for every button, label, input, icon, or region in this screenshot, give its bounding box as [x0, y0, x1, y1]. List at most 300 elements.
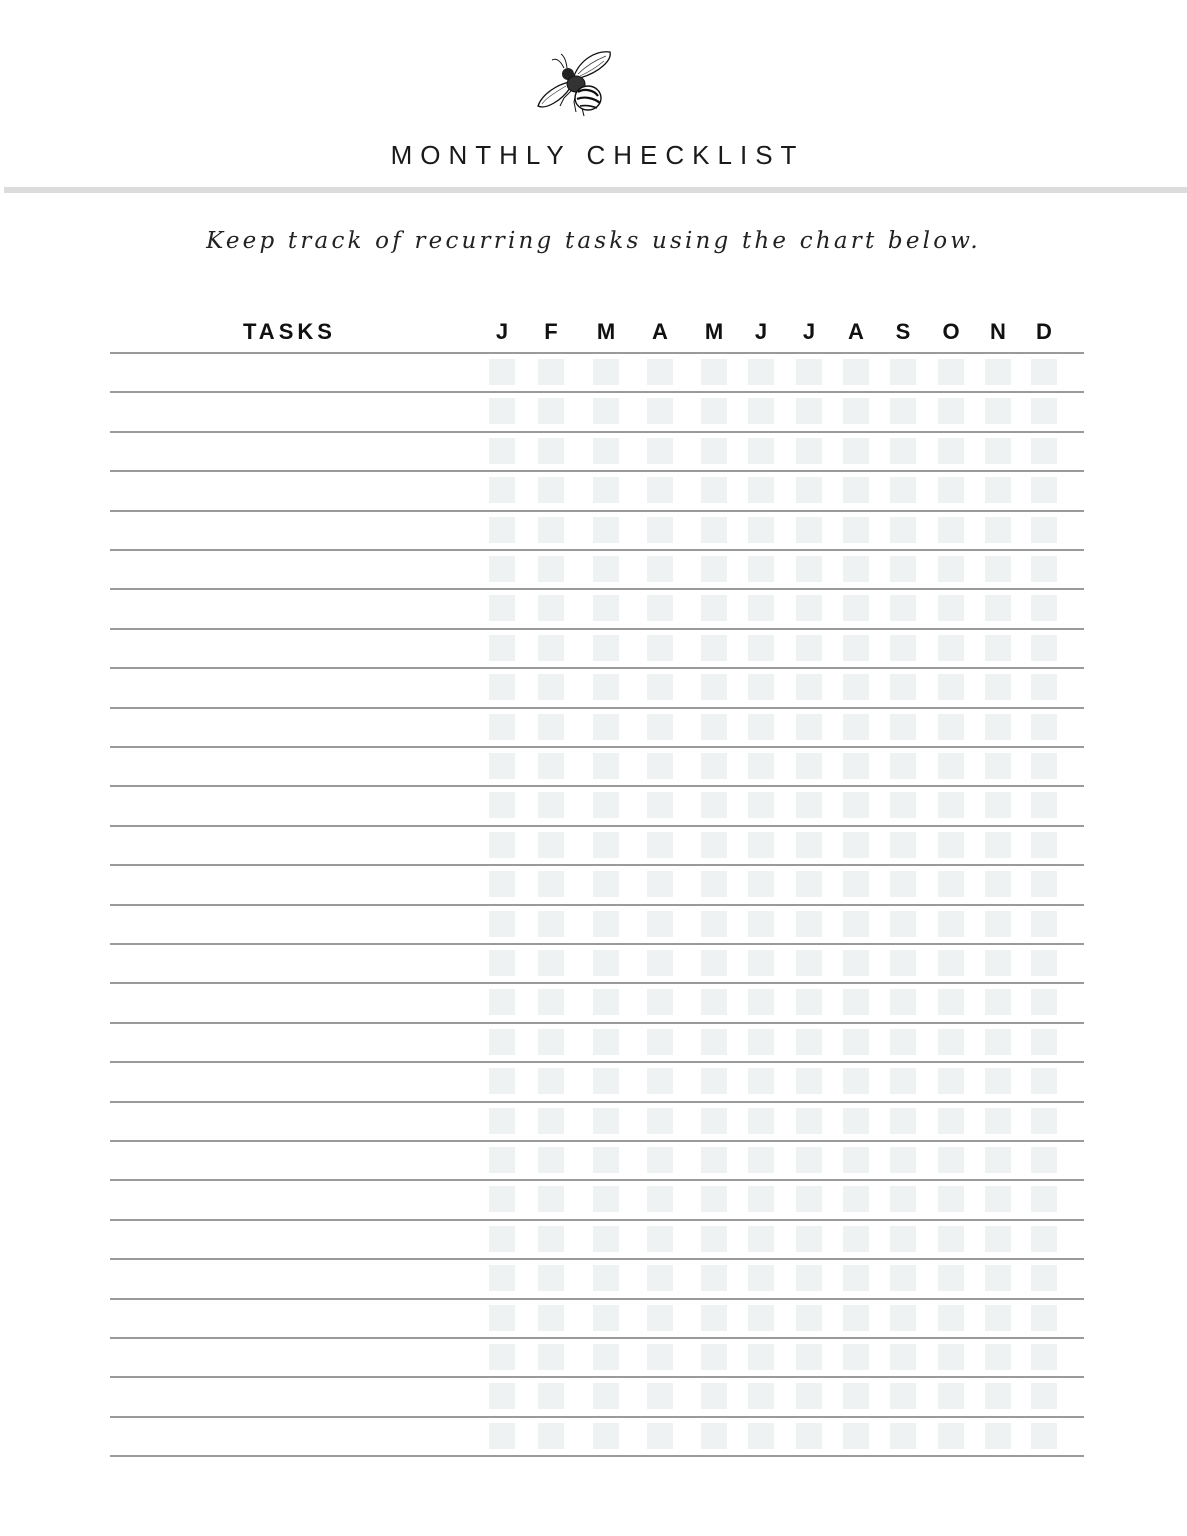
month-checkbox[interactable]	[796, 398, 822, 424]
month-checkbox[interactable]	[796, 792, 822, 818]
month-checkbox[interactable]	[796, 714, 822, 740]
month-checkbox[interactable]	[890, 1344, 916, 1370]
month-checkbox[interactable]	[489, 753, 515, 779]
month-checkbox[interactable]	[796, 1226, 822, 1252]
month-checkbox[interactable]	[1031, 871, 1057, 897]
month-checkbox[interactable]	[748, 950, 774, 976]
month-checkbox[interactable]	[593, 635, 619, 661]
month-checkbox[interactable]	[985, 595, 1011, 621]
month-checkbox[interactable]	[593, 1068, 619, 1094]
month-checkbox[interactable]	[538, 674, 564, 700]
month-checkbox[interactable]	[938, 1147, 964, 1173]
month-checkbox[interactable]	[985, 674, 1011, 700]
month-checkbox[interactable]	[1031, 1226, 1057, 1252]
month-checkbox[interactable]	[538, 595, 564, 621]
month-checkbox[interactable]	[843, 753, 869, 779]
month-checkbox[interactable]	[593, 517, 619, 543]
month-checkbox[interactable]	[1031, 1029, 1057, 1055]
month-checkbox[interactable]	[938, 871, 964, 897]
month-checkbox[interactable]	[843, 556, 869, 582]
month-checkbox[interactable]	[985, 1423, 1011, 1449]
month-checkbox[interactable]	[890, 1068, 916, 1094]
month-checkbox[interactable]	[938, 359, 964, 385]
month-checkbox[interactable]	[701, 1344, 727, 1370]
month-checkbox[interactable]	[701, 1423, 727, 1449]
month-checkbox[interactable]	[489, 989, 515, 1015]
month-checkbox[interactable]	[938, 1265, 964, 1291]
month-checkbox[interactable]	[489, 1029, 515, 1055]
month-checkbox[interactable]	[938, 635, 964, 661]
month-checkbox[interactable]	[748, 595, 774, 621]
month-checkbox[interactable]	[701, 1226, 727, 1252]
month-checkbox[interactable]	[489, 1226, 515, 1252]
month-checkbox[interactable]	[647, 714, 673, 740]
month-checkbox[interactable]	[985, 989, 1011, 1015]
month-checkbox[interactable]	[748, 714, 774, 740]
month-checkbox[interactable]	[489, 438, 515, 464]
month-checkbox[interactable]	[796, 1383, 822, 1409]
month-checkbox[interactable]	[489, 1344, 515, 1370]
month-checkbox[interactable]	[538, 989, 564, 1015]
month-checkbox[interactable]	[1031, 1186, 1057, 1212]
month-checkbox[interactable]	[938, 674, 964, 700]
month-checkbox[interactable]	[843, 635, 869, 661]
month-checkbox[interactable]	[538, 1265, 564, 1291]
month-checkbox[interactable]	[489, 1147, 515, 1173]
month-checkbox[interactable]	[489, 1305, 515, 1331]
month-checkbox[interactable]	[538, 832, 564, 858]
month-checkbox[interactable]	[701, 1265, 727, 1291]
month-checkbox[interactable]	[701, 1029, 727, 1055]
month-checkbox[interactable]	[796, 674, 822, 700]
month-checkbox[interactable]	[748, 792, 774, 818]
month-checkbox[interactable]	[647, 832, 673, 858]
month-checkbox[interactable]	[985, 753, 1011, 779]
month-checkbox[interactable]	[489, 359, 515, 385]
month-checkbox[interactable]	[593, 753, 619, 779]
month-checkbox[interactable]	[890, 753, 916, 779]
month-checkbox[interactable]	[1031, 398, 1057, 424]
month-checkbox[interactable]	[647, 753, 673, 779]
month-checkbox[interactable]	[938, 911, 964, 937]
month-checkbox[interactable]	[796, 517, 822, 543]
month-checkbox[interactable]	[890, 871, 916, 897]
month-checkbox[interactable]	[538, 477, 564, 503]
month-checkbox[interactable]	[701, 1383, 727, 1409]
month-checkbox[interactable]	[538, 792, 564, 818]
month-checkbox[interactable]	[701, 438, 727, 464]
month-checkbox[interactable]	[796, 871, 822, 897]
month-checkbox[interactable]	[890, 556, 916, 582]
month-checkbox[interactable]	[890, 1226, 916, 1252]
month-checkbox[interactable]	[985, 1305, 1011, 1331]
month-checkbox[interactable]	[701, 871, 727, 897]
month-checkbox[interactable]	[938, 1344, 964, 1370]
month-checkbox[interactable]	[890, 714, 916, 740]
month-checkbox[interactable]	[890, 1383, 916, 1409]
month-checkbox[interactable]	[843, 1186, 869, 1212]
month-checkbox[interactable]	[748, 398, 774, 424]
month-checkbox[interactable]	[985, 1068, 1011, 1094]
month-checkbox[interactable]	[748, 1423, 774, 1449]
month-checkbox[interactable]	[890, 477, 916, 503]
month-checkbox[interactable]	[890, 989, 916, 1015]
month-checkbox[interactable]	[796, 1029, 822, 1055]
month-checkbox[interactable]	[796, 1147, 822, 1173]
month-checkbox[interactable]	[748, 477, 774, 503]
month-checkbox[interactable]	[938, 477, 964, 503]
month-checkbox[interactable]	[890, 595, 916, 621]
month-checkbox[interactable]	[538, 635, 564, 661]
month-checkbox[interactable]	[890, 398, 916, 424]
month-checkbox[interactable]	[796, 1108, 822, 1134]
month-checkbox[interactable]	[796, 1186, 822, 1212]
month-checkbox[interactable]	[489, 1265, 515, 1291]
month-checkbox[interactable]	[985, 635, 1011, 661]
month-checkbox[interactable]	[890, 950, 916, 976]
month-checkbox[interactable]	[748, 635, 774, 661]
month-checkbox[interactable]	[938, 1068, 964, 1094]
month-checkbox[interactable]	[538, 1029, 564, 1055]
month-checkbox[interactable]	[985, 517, 1011, 543]
month-checkbox[interactable]	[489, 911, 515, 937]
month-checkbox[interactable]	[985, 556, 1011, 582]
month-checkbox[interactable]	[647, 1423, 673, 1449]
month-checkbox[interactable]	[593, 1029, 619, 1055]
month-checkbox[interactable]	[796, 438, 822, 464]
month-checkbox[interactable]	[843, 477, 869, 503]
month-checkbox[interactable]	[701, 595, 727, 621]
month-checkbox[interactable]	[748, 556, 774, 582]
month-checkbox[interactable]	[748, 1383, 774, 1409]
month-checkbox[interactable]	[538, 1108, 564, 1134]
month-checkbox[interactable]	[647, 1147, 673, 1173]
month-checkbox[interactable]	[1031, 989, 1057, 1015]
month-checkbox[interactable]	[647, 1305, 673, 1331]
month-checkbox[interactable]	[890, 517, 916, 543]
month-checkbox[interactable]	[1031, 1265, 1057, 1291]
month-checkbox[interactable]	[985, 871, 1011, 897]
month-checkbox[interactable]	[593, 398, 619, 424]
month-checkbox[interactable]	[1031, 950, 1057, 976]
month-checkbox[interactable]	[593, 1226, 619, 1252]
month-checkbox[interactable]	[890, 1186, 916, 1212]
month-checkbox[interactable]	[985, 714, 1011, 740]
month-checkbox[interactable]	[796, 556, 822, 582]
month-checkbox[interactable]	[843, 359, 869, 385]
month-checkbox[interactable]	[593, 359, 619, 385]
month-checkbox[interactable]	[593, 911, 619, 937]
month-checkbox[interactable]	[938, 989, 964, 1015]
month-checkbox[interactable]	[489, 595, 515, 621]
month-checkbox[interactable]	[938, 438, 964, 464]
month-checkbox[interactable]	[796, 1068, 822, 1094]
month-checkbox[interactable]	[843, 1226, 869, 1252]
month-checkbox[interactable]	[1031, 832, 1057, 858]
month-checkbox[interactable]	[843, 1265, 869, 1291]
month-checkbox[interactable]	[985, 1108, 1011, 1134]
month-checkbox[interactable]	[748, 674, 774, 700]
month-checkbox[interactable]	[748, 911, 774, 937]
month-checkbox[interactable]	[1031, 1383, 1057, 1409]
month-checkbox[interactable]	[701, 792, 727, 818]
month-checkbox[interactable]	[647, 871, 673, 897]
month-checkbox[interactable]	[489, 635, 515, 661]
month-checkbox[interactable]	[1031, 359, 1057, 385]
month-checkbox[interactable]	[701, 950, 727, 976]
month-checkbox[interactable]	[796, 832, 822, 858]
month-checkbox[interactable]	[593, 871, 619, 897]
month-checkbox[interactable]	[538, 1147, 564, 1173]
month-checkbox[interactable]	[593, 1186, 619, 1212]
month-checkbox[interactable]	[489, 714, 515, 740]
month-checkbox[interactable]	[843, 438, 869, 464]
month-checkbox[interactable]	[748, 1305, 774, 1331]
month-checkbox[interactable]	[701, 1068, 727, 1094]
month-checkbox[interactable]	[843, 792, 869, 818]
month-checkbox[interactable]	[647, 635, 673, 661]
month-checkbox[interactable]	[538, 714, 564, 740]
month-checkbox[interactable]	[593, 1108, 619, 1134]
month-checkbox[interactable]	[593, 556, 619, 582]
month-checkbox[interactable]	[1031, 1305, 1057, 1331]
month-checkbox[interactable]	[890, 1265, 916, 1291]
month-checkbox[interactable]	[593, 989, 619, 1015]
month-checkbox[interactable]	[489, 792, 515, 818]
month-checkbox[interactable]	[890, 1108, 916, 1134]
month-checkbox[interactable]	[1031, 1068, 1057, 1094]
month-checkbox[interactable]	[593, 714, 619, 740]
month-checkbox[interactable]	[701, 832, 727, 858]
month-checkbox[interactable]	[489, 398, 515, 424]
month-checkbox[interactable]	[489, 1423, 515, 1449]
month-checkbox[interactable]	[796, 1344, 822, 1370]
month-checkbox[interactable]	[593, 792, 619, 818]
month-checkbox[interactable]	[647, 359, 673, 385]
month-checkbox[interactable]	[843, 1068, 869, 1094]
month-checkbox[interactable]	[985, 1029, 1011, 1055]
month-checkbox[interactable]	[1031, 595, 1057, 621]
month-checkbox[interactable]	[938, 517, 964, 543]
month-checkbox[interactable]	[538, 517, 564, 543]
month-checkbox[interactable]	[538, 950, 564, 976]
month-checkbox[interactable]	[938, 1108, 964, 1134]
month-checkbox[interactable]	[843, 595, 869, 621]
month-checkbox[interactable]	[843, 1344, 869, 1370]
month-checkbox[interactable]	[938, 714, 964, 740]
month-checkbox[interactable]	[538, 359, 564, 385]
month-checkbox[interactable]	[701, 1305, 727, 1331]
month-checkbox[interactable]	[489, 674, 515, 700]
month-checkbox[interactable]	[647, 438, 673, 464]
month-checkbox[interactable]	[748, 517, 774, 543]
month-checkbox[interactable]	[796, 1423, 822, 1449]
month-checkbox[interactable]	[593, 438, 619, 464]
month-checkbox[interactable]	[1031, 792, 1057, 818]
month-checkbox[interactable]	[701, 556, 727, 582]
month-checkbox[interactable]	[748, 1344, 774, 1370]
month-checkbox[interactable]	[647, 792, 673, 818]
month-checkbox[interactable]	[748, 753, 774, 779]
month-checkbox[interactable]	[593, 1305, 619, 1331]
month-checkbox[interactable]	[985, 1147, 1011, 1173]
month-checkbox[interactable]	[938, 1423, 964, 1449]
month-checkbox[interactable]	[489, 871, 515, 897]
month-checkbox[interactable]	[701, 1147, 727, 1173]
month-checkbox[interactable]	[647, 1383, 673, 1409]
month-checkbox[interactable]	[1031, 714, 1057, 740]
month-checkbox[interactable]	[938, 1305, 964, 1331]
month-checkbox[interactable]	[796, 753, 822, 779]
month-checkbox[interactable]	[538, 753, 564, 779]
month-checkbox[interactable]	[538, 1186, 564, 1212]
month-checkbox[interactable]	[647, 517, 673, 543]
month-checkbox[interactable]	[538, 1305, 564, 1331]
month-checkbox[interactable]	[938, 950, 964, 976]
month-checkbox[interactable]	[647, 1226, 673, 1252]
month-checkbox[interactable]	[748, 1108, 774, 1134]
month-checkbox[interactable]	[890, 1423, 916, 1449]
month-checkbox[interactable]	[890, 792, 916, 818]
month-checkbox[interactable]	[748, 438, 774, 464]
month-checkbox[interactable]	[938, 753, 964, 779]
month-checkbox[interactable]	[796, 477, 822, 503]
month-checkbox[interactable]	[748, 1068, 774, 1094]
month-checkbox[interactable]	[647, 911, 673, 937]
month-checkbox[interactable]	[1031, 556, 1057, 582]
month-checkbox[interactable]	[647, 556, 673, 582]
month-checkbox[interactable]	[796, 911, 822, 937]
month-checkbox[interactable]	[938, 1226, 964, 1252]
month-checkbox[interactable]	[1031, 517, 1057, 543]
month-checkbox[interactable]	[1031, 1147, 1057, 1173]
month-checkbox[interactable]	[489, 832, 515, 858]
month-checkbox[interactable]	[985, 1383, 1011, 1409]
month-checkbox[interactable]	[796, 635, 822, 661]
month-checkbox[interactable]	[748, 871, 774, 897]
month-checkbox[interactable]	[938, 398, 964, 424]
month-checkbox[interactable]	[748, 1147, 774, 1173]
month-checkbox[interactable]	[938, 1186, 964, 1212]
month-checkbox[interactable]	[890, 635, 916, 661]
month-checkbox[interactable]	[843, 989, 869, 1015]
month-checkbox[interactable]	[538, 438, 564, 464]
month-checkbox[interactable]	[489, 1383, 515, 1409]
month-checkbox[interactable]	[489, 950, 515, 976]
month-checkbox[interactable]	[748, 832, 774, 858]
month-checkbox[interactable]	[647, 477, 673, 503]
month-checkbox[interactable]	[538, 1068, 564, 1094]
month-checkbox[interactable]	[938, 1383, 964, 1409]
month-checkbox[interactable]	[890, 674, 916, 700]
month-checkbox[interactable]	[843, 1383, 869, 1409]
month-checkbox[interactable]	[843, 1108, 869, 1134]
month-checkbox[interactable]	[843, 832, 869, 858]
month-checkbox[interactable]	[647, 398, 673, 424]
month-checkbox[interactable]	[489, 477, 515, 503]
month-checkbox[interactable]	[890, 359, 916, 385]
month-checkbox[interactable]	[701, 1186, 727, 1212]
month-checkbox[interactable]	[489, 1068, 515, 1094]
month-checkbox[interactable]	[985, 1265, 1011, 1291]
month-checkbox[interactable]	[1031, 477, 1057, 503]
month-checkbox[interactable]	[593, 595, 619, 621]
month-checkbox[interactable]	[748, 1226, 774, 1252]
month-checkbox[interactable]	[890, 438, 916, 464]
month-checkbox[interactable]	[489, 1186, 515, 1212]
month-checkbox[interactable]	[647, 674, 673, 700]
month-checkbox[interactable]	[489, 1108, 515, 1134]
month-checkbox[interactable]	[593, 1383, 619, 1409]
month-checkbox[interactable]	[843, 674, 869, 700]
month-checkbox[interactable]	[890, 911, 916, 937]
month-checkbox[interactable]	[985, 438, 1011, 464]
month-checkbox[interactable]	[538, 556, 564, 582]
month-checkbox[interactable]	[701, 635, 727, 661]
month-checkbox[interactable]	[890, 1305, 916, 1331]
month-checkbox[interactable]	[985, 477, 1011, 503]
month-checkbox[interactable]	[985, 792, 1011, 818]
month-checkbox[interactable]	[593, 477, 619, 503]
month-checkbox[interactable]	[985, 359, 1011, 385]
month-checkbox[interactable]	[796, 950, 822, 976]
month-checkbox[interactable]	[593, 1423, 619, 1449]
month-checkbox[interactable]	[647, 1108, 673, 1134]
month-checkbox[interactable]	[647, 595, 673, 621]
month-checkbox[interactable]	[647, 1265, 673, 1291]
month-checkbox[interactable]	[748, 359, 774, 385]
month-checkbox[interactable]	[843, 714, 869, 740]
month-checkbox[interactable]	[701, 1108, 727, 1134]
month-checkbox[interactable]	[843, 1305, 869, 1331]
month-checkbox[interactable]	[593, 1265, 619, 1291]
month-checkbox[interactable]	[593, 674, 619, 700]
month-checkbox[interactable]	[843, 950, 869, 976]
month-checkbox[interactable]	[938, 1029, 964, 1055]
month-checkbox[interactable]	[843, 1147, 869, 1173]
month-checkbox[interactable]	[538, 1344, 564, 1370]
month-checkbox[interactable]	[843, 398, 869, 424]
month-checkbox[interactable]	[701, 911, 727, 937]
month-checkbox[interactable]	[647, 1344, 673, 1370]
month-checkbox[interactable]	[538, 398, 564, 424]
month-checkbox[interactable]	[748, 1029, 774, 1055]
month-checkbox[interactable]	[985, 950, 1011, 976]
month-checkbox[interactable]	[1031, 635, 1057, 661]
month-checkbox[interactable]	[701, 674, 727, 700]
month-checkbox[interactable]	[1031, 1423, 1057, 1449]
month-checkbox[interactable]	[843, 1029, 869, 1055]
month-checkbox[interactable]	[890, 832, 916, 858]
month-checkbox[interactable]	[985, 398, 1011, 424]
month-checkbox[interactable]	[938, 792, 964, 818]
month-checkbox[interactable]	[538, 1423, 564, 1449]
month-checkbox[interactable]	[890, 1029, 916, 1055]
month-checkbox[interactable]	[647, 1029, 673, 1055]
month-checkbox[interactable]	[843, 1423, 869, 1449]
month-checkbox[interactable]	[938, 832, 964, 858]
month-checkbox[interactable]	[796, 1265, 822, 1291]
month-checkbox[interactable]	[701, 714, 727, 740]
month-checkbox[interactable]	[593, 832, 619, 858]
month-checkbox[interactable]	[938, 556, 964, 582]
month-checkbox[interactable]	[701, 477, 727, 503]
month-checkbox[interactable]	[796, 989, 822, 1015]
month-checkbox[interactable]	[796, 359, 822, 385]
month-checkbox[interactable]	[843, 517, 869, 543]
month-checkbox[interactable]	[796, 595, 822, 621]
month-checkbox[interactable]	[890, 1147, 916, 1173]
